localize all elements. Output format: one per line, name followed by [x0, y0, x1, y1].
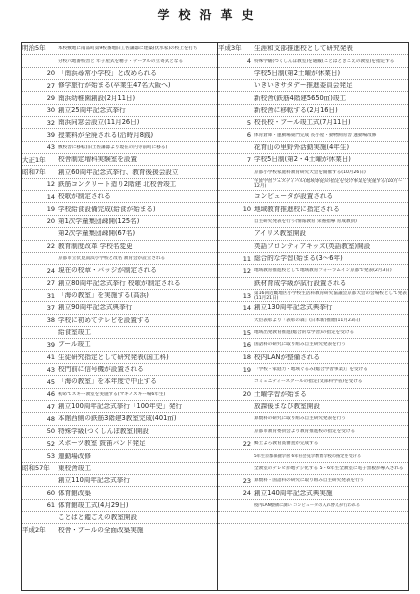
history-row	[218, 80, 408, 92]
event-text: 分校六地番校舎と 年子屋式を精子・テーブルの立寄式となる	[58, 58, 184, 64]
year-label: 20	[242, 390, 251, 399]
history-row	[22, 278, 217, 290]
history-row	[218, 265, 408, 277]
history-row	[218, 203, 408, 215]
event-text: アイリス教室開設	[254, 230, 307, 238]
history-row	[22, 487, 217, 499]
event-text: 創立100周年記念式挙行「100年史」発行	[58, 403, 183, 411]
event-text: 自主研究発表を行う(情報教育 栄養指導 育成教員)	[254, 218, 357, 224]
event-text: 算数科・国語科の研究に取り組み自主研究発表を行う	[254, 478, 365, 484]
event-text: 花育山の里野外活動実施(4年生)	[254, 143, 350, 151]
year-label: 31	[46, 291, 55, 300]
history-row	[218, 364, 408, 376]
history-row	[218, 154, 408, 166]
event-text: 校内LAN整備に調い コンピュータの入れ替えが行われる	[254, 503, 361, 508]
event-text: ことばと鑑ごえの教室開設	[58, 514, 138, 522]
event-text: 全教室のテレビが地デジ化する 5・6年生全教室に電子黒板が導入される	[254, 465, 404, 471]
year-label: 29	[46, 94, 55, 103]
era-label: 平成3年	[218, 44, 242, 53]
event-text: 創立140周年記念式典実施	[254, 489, 333, 497]
event-text: 授業料が全廃される(沿時月8銭)	[58, 131, 154, 139]
history-row	[22, 129, 217, 141]
event-text: 学校5日制(第2・4土曜が休業日)	[254, 156, 351, 164]
history-row	[22, 290, 217, 302]
history-row	[218, 278, 408, 290]
year-label: 20	[46, 217, 55, 226]
event-text: 生徒研究指定として研究発表(国工科)	[58, 353, 169, 361]
year-label: 27	[46, 279, 55, 288]
history-row	[22, 191, 217, 203]
event-text: 新校舎に移転する(2月16日)	[254, 106, 338, 114]
history-row	[218, 142, 408, 154]
history-row	[22, 228, 217, 240]
history-row	[218, 166, 408, 178]
history-row	[218, 117, 408, 129]
event-text: 創立110周年記念式挙行	[58, 477, 130, 485]
history-row	[22, 166, 217, 178]
event-text: 創立90周年記念式典挙行	[58, 304, 133, 312]
history-row	[218, 327, 408, 339]
history-row	[218, 487, 408, 499]
history-row	[22, 438, 217, 450]
event-text: 放課後まなび教室開設	[254, 403, 320, 411]
year-label: 15	[242, 328, 251, 337]
history-row	[22, 364, 217, 376]
year-label: 53	[46, 452, 55, 461]
event-text: 鉄筋コンクリート造り2階建 北校舎竣工	[58, 180, 177, 188]
history-row	[22, 142, 217, 154]
history-row	[22, 524, 217, 536]
history-row	[22, 43, 217, 55]
era-label: 昭和57年	[22, 464, 50, 473]
event-text: 校舎制定増科実験室を設置	[58, 156, 138, 164]
event-text: いきいきサタデー推進委員会発足	[254, 82, 353, 90]
year-label: 43	[46, 365, 55, 374]
event-text: 第1次学童集団疎開(125名)	[58, 217, 140, 225]
event-text: 第16回近畿地区小学校生活科教育研究協議会京都大会の会場校として発表(11月21日)	[254, 290, 407, 301]
event-text: 東校舎竣工	[58, 464, 91, 472]
event-text: 特殊学級(つくしんぼ教室)を通級(ことばときこえの教室)を指定する	[254, 58, 395, 64]
history-row	[22, 55, 217, 67]
event-text: 体育館改築	[58, 489, 91, 497]
history-row	[218, 290, 408, 302]
history-column-right	[218, 43, 408, 590]
history-row	[22, 339, 217, 351]
event-text: コンピュータが設置される	[254, 193, 334, 201]
event-text: 土曜学習が始まる	[254, 390, 307, 398]
event-text: 生涯学習フェスティバル(地域専従)の指定を受け事業を実施する(10月～12月)	[254, 179, 403, 190]
event-text: 敷校舎に移転(旧土佐藩邸より現在の円寺前町に移る)	[58, 144, 168, 150]
year-label: 6	[246, 131, 251, 140]
history-row	[218, 512, 408, 524]
year-label: 16	[242, 340, 251, 349]
event-text: スポーツ教室 鼓笛バンド発足	[58, 440, 146, 448]
year-label: 24	[46, 266, 55, 275]
era-label: 昭和7年	[22, 167, 46, 176]
history-row	[22, 450, 217, 462]
event-text: 現在の校章・バッジが制定される	[58, 267, 157, 275]
year-label: 27	[46, 81, 55, 90]
history-row	[218, 179, 408, 191]
event-text: 郷土よろ教育賞審査が完成する	[254, 441, 319, 447]
history-row	[218, 216, 408, 228]
history-row	[22, 426, 217, 438]
year-label: 43	[46, 143, 55, 152]
history-row	[218, 302, 408, 314]
event-text: 校長校・プール竣工式(7月11日)	[254, 119, 351, 127]
event-text: 地域教育推進校に指定される	[254, 205, 340, 213]
year-label: 60	[46, 489, 55, 498]
event-text: 創立80周年記念式挙行 校歌が制定される	[58, 279, 181, 287]
event-text: 南浜幼稚園創設(2月11日)	[58, 94, 136, 102]
history-row	[22, 352, 217, 364]
history-row	[22, 327, 217, 339]
year-label: 61	[46, 501, 55, 510]
event-text: 運動場改修	[58, 452, 91, 460]
history-row	[22, 203, 217, 215]
history-row	[218, 376, 408, 388]
year-label: 48	[46, 414, 55, 423]
era-label: 平成2年	[22, 526, 46, 535]
event-text: 校内LANが整備される	[254, 353, 321, 361]
history-row	[22, 92, 217, 104]
event-text: 京都市教育委員会より教育推進校の指定を受ける	[254, 428, 356, 434]
event-text: 学校に初めてテレビを設置する	[58, 316, 151, 324]
history-row	[22, 401, 217, 413]
history-row	[218, 413, 408, 425]
year-label: 5	[246, 118, 251, 127]
history-row	[218, 92, 408, 104]
year-label: 46	[46, 390, 55, 399]
year-label: 13	[242, 291, 251, 300]
history-row	[22, 253, 217, 265]
event-text: 校歌が制定される	[58, 193, 111, 201]
history-column-left	[22, 43, 218, 590]
event-text: 大臣表彰より「表彰の森」(日本新)推贈(11月23日)	[254, 317, 361, 323]
year-label: 19	[242, 365, 251, 374]
history-row	[22, 475, 217, 487]
history-row	[22, 389, 217, 401]
year-label: 11	[242, 254, 251, 263]
year-label: 52	[46, 439, 55, 448]
year-label: 22	[46, 242, 55, 251]
history-row	[22, 80, 217, 92]
event-text: 「学校・家庭力・地域ぐるみ(総合学習事業)」を受ける	[254, 367, 368, 373]
event-text: 創立25周年記念式挙行	[58, 106, 126, 114]
year-label: 30	[46, 106, 55, 115]
history-row	[22, 315, 217, 327]
year-label: 20	[46, 69, 55, 78]
history-row	[218, 450, 408, 462]
history-row	[218, 228, 408, 240]
history-row	[218, 475, 408, 487]
event-text: 創立130周年記念式典挙行	[254, 304, 333, 312]
year-label: 19	[46, 205, 55, 214]
era-label: 大正1年	[22, 155, 46, 164]
event-text: 修学旅行が始まる(卒業生47名大阪へ)	[58, 82, 171, 90]
event-text: 新校舎(鉄筋4階建5650㎡)竣工	[254, 94, 347, 102]
year-label: 23	[242, 476, 251, 485]
event-text: 初めてスキー教室を実施する(マキノスキー場6年生)	[58, 391, 166, 397]
event-text: 本校敷地に南品町第9校番地旧工佐藩邸に建築(伏水家)の校上を打ち	[58, 46, 198, 52]
event-text: 創立60周年記念式挙行、教育後援会設立	[58, 168, 179, 176]
history-row	[218, 68, 408, 80]
year-label: 18	[242, 353, 251, 362]
year-label: 38	[46, 316, 55, 325]
event-text: 本館西側の鉄筋3階建3教室完成(401㎡)	[58, 415, 177, 423]
history-row	[22, 500, 217, 512]
history-row	[218, 500, 408, 512]
event-text: 国語科の研究に取り組み自主研究発表を行う	[254, 342, 346, 348]
event-text: 地域出発教育推進(総合的な学習)の指定を受ける	[254, 330, 355, 336]
history-row	[218, 191, 408, 203]
year-label: 24	[242, 489, 251, 498]
event-text: 5年生京都保健学習 6年社会見学教育学校の指定を受ける	[254, 453, 362, 458]
history-row	[22, 105, 217, 117]
history-row	[22, 413, 217, 425]
history-row	[218, 339, 408, 351]
history-row	[22, 512, 217, 524]
event-text: 校門前に信号機が設置される	[58, 366, 144, 374]
history-row	[22, 302, 217, 314]
year-label: 47	[46, 402, 55, 411]
event-text: 特殊学級(つくしんぼ教室)開設	[58, 427, 149, 435]
history-row	[218, 389, 408, 401]
event-text: 南浜同窓会設立(11月26日)	[58, 119, 140, 127]
year-label: 45	[46, 377, 55, 386]
event-text: 京都市立伏見南浜小学校と改名 教育会が設立される	[58, 256, 166, 262]
event-text: 給食室竣工	[58, 329, 91, 337]
history-row	[218, 241, 408, 253]
history-row	[22, 241, 217, 253]
history-row	[22, 265, 217, 277]
event-text: 英語フロンティアキッズ(英語教室)開設	[254, 242, 371, 250]
history-row	[218, 524, 408, 536]
history-row	[22, 179, 217, 191]
history-row	[22, 216, 217, 228]
history-table	[21, 42, 409, 591]
history-row	[218, 401, 408, 413]
event-text: 「海の教室」を実施する(高浜)	[58, 292, 149, 300]
history-row	[22, 376, 217, 388]
event-text: 地域教育推進校として地域教育フォーラムイン京都で発表(2月3日)	[254, 268, 392, 274]
history-row	[218, 438, 408, 450]
event-text: 体育倉庫・運動場東門完成 長小屋・動物飼育舎 運動場改修	[254, 132, 377, 138]
page-title: 学校沿革史	[157, 8, 263, 22]
event-text: 学校給食設備完成(給食が始まる)	[58, 205, 156, 213]
history-row	[218, 129, 408, 141]
year-label: 39	[46, 131, 55, 140]
event-text: コミュニティースクールの指定(文部科学省)を受ける	[254, 379, 363, 385]
event-text: 校舎・プールの全面改築実施	[58, 527, 144, 535]
year-label: 14	[242, 303, 251, 312]
year-label: 7	[246, 155, 251, 164]
history-row	[218, 55, 408, 67]
year-label: 37	[46, 303, 55, 312]
event-text: 「南浜尋常小学校」と改められる	[58, 69, 157, 77]
year-label: 4	[246, 57, 251, 66]
event-text: 体育館竣工式(4月29日)	[58, 501, 129, 509]
year-label: 10	[242, 205, 251, 214]
event-text: 学校5日制(第2土曜が休業日)	[254, 69, 341, 77]
year-label: 14	[46, 192, 55, 201]
event-text: プール竣工	[58, 341, 91, 349]
history-row	[218, 352, 408, 364]
event-text: 第2次学童集団疎開(67名)	[58, 230, 136, 238]
era-label: 明治5年	[22, 44, 46, 53]
event-text: 鉄材育成学級が試行設置される	[254, 279, 347, 287]
history-row	[218, 426, 408, 438]
year-label: 39	[46, 340, 55, 349]
history-row	[218, 253, 408, 265]
history-row	[22, 463, 217, 475]
history-row	[218, 105, 408, 117]
year-label: 32	[46, 118, 55, 127]
event-text: 生涯和支部推進校として研究発表	[254, 45, 353, 53]
event-text: 教育制度改革 学校名変更	[58, 242, 133, 250]
event-text: 算数科の研究に取り組み自主研究発表を行う	[254, 416, 346, 422]
history-row	[22, 68, 217, 80]
history-row	[218, 315, 408, 327]
history-row	[218, 463, 408, 475]
year-label: 41	[46, 353, 55, 362]
year-label: 50	[46, 427, 55, 436]
event-text: 「海の教室」を本年度で中止する	[58, 378, 157, 386]
event-text: 総合的な学習(始まる(3～6年)	[254, 255, 343, 263]
history-row	[22, 117, 217, 129]
event-text: 京都小学校家庭科教育研究大会を開催する(10月26日)	[254, 169, 366, 175]
year-label: 12	[46, 180, 55, 189]
year-label: 22	[242, 439, 251, 448]
history-row	[22, 154, 217, 166]
year-label: 12	[242, 266, 251, 275]
history-row	[218, 43, 408, 55]
